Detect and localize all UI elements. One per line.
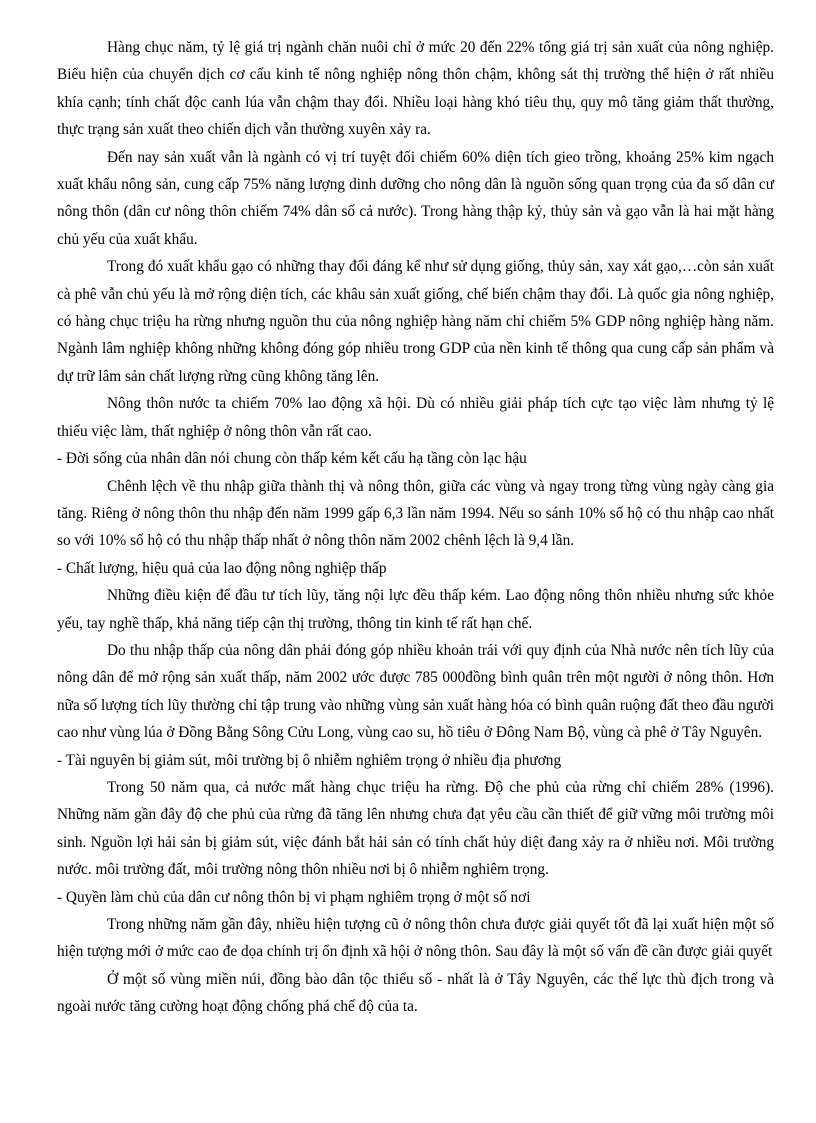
heading-labor-quality: - Chất lượng, hiệu quả của lao động nông nghiệp thấp [57,559,387,577]
document-page [57,34,774,1021]
heading-ownership-rights: - Quyền làm chủ của dân cư nông thôn bị vi phạm nghiêm trọng ở một số nơi [57,888,531,906]
paragraph-accumulation: Do thu nhập thấp của nông dân phải đóng góp nhiều khoản trái với quy định của Nhà nước nên tích lũy của nông dân để mở rộng sản xuất thấp, năm 2002 ước được 785 000đồng bình quân trên một người ở nông thôn. Hơn nữa số lượng tích lũy thường chỉ tập trung vào những vùng sản xuất hàng hóa có bình quân ruộng đất theo đầu người cao như vùng lúa ở Đồng Bằng Sông Cửu Long, vùng cao su, hồ tiêu ở Đông Nam Bộ, vùng cà phê ở Tây Nguyên. [57,641,774,742]
paragraph-livestock-share: Hàng chục năm, tỷ lệ giá trị ngành chăn nuôi chỉ ở mức 20 đến 22% tổng giá trị sản xuất của nông nghiệp. Biểu hiện của chuyển dịch cơ cấu kinh tế nông nghiệp nông thôn chậm, không sát thị trường thể hiện ở rất nhiều khía cạnh; tính chất độc canh lúa vẫn chậm thay đổi. Nhiều loại hàng khó tiêu thụ, quy mô tăng giảm thất thường, thực trạng sản xuất theo chiến dịch vẫn thường xuyên xảy ra. [57,39,774,139]
paragraph-income-gap: Chênh lệch về thu nhập giữa thành thị và nông thôn, giữa các vùng và ngay trong từng vùng ngày càng gia tăng. Riêng ở nông thôn thu nhập đến năm 1999 gấp 6,3 lần năm 1994. Nếu so sánh 10% số hộ có thu nhập cao nhất so với 10% số hộ có thu nhập thấp nhất ở nông thôn năm 2002 chênh lệch là 9,4 lần. [57,477,774,550]
paragraph-forest-cover: Trong 50 năm qua, cả nước mất hàng chục triệu ha rừng. Độ che phủ của rừng chỉ chiếm 28% (1996). Những năm gần đây độ che phủ của rừng đã tăng lên nhưng chưa đạt yêu cầu cần thiết để giữ vững môi trường môi sinh. Nguồn lợi hải sản bị giảm sút, việc đánh bắt hải sản có tính chất hủy diệt đang xảy ra ở nhiều nơi. Môi trường nước. môi trường đất, môi trường nông thôn nhiều nơi bị ô nhiễm nghiêm trọng. [57,778,774,879]
paragraph-investment-conditions: Những điều kiện để đầu tư tích lũy, tăng nội lực đều thấp kém. Lao động nông thôn nhiều nhưng sức khỏe yếu, tay nghề thấp, khả năng tiếp cận thị trường, thông tin kinh tế rất hạn chế. [57,587,774,632]
paragraph-rural-labor: Nông thôn nước ta chiếm 70% lao động xã hội. Dù có nhiều giải pháp tích cực tạo việc làm nhưng tỷ lệ thiếu việc làm, thất nghiệp ở nông thôn vẫn rất cao. [57,395,774,440]
paragraph-export-changes: Trong đó xuất khẩu gạo có những thay đổi đáng kể như sử dụng giống, thủy sản, xay xát gạo,…còn sản xuất cà phê vẫn chủ yếu là mở rộng diện tích, các khâu sản xuất giống, chế biến chậm thay đổi. Là quốc gia nông nghiệp, có hàng chục triệu ha rừng nhưng nguồn thu của nông nghiệp hàng năm chỉ chiếm 5% GDP nông nghiệp hàng năm. Ngành lâm nghiệp không những không đóng góp nhiều trong GDP của nền kinh tế thông qua cung cấp sản phẩm và dự trữ lâm sản chất lượng rừng cũng không tăng lên. [57,258,774,385]
paragraph-production-position: Đến nay sản xuất vẫn là ngành có vị trí tuyệt đối chiếm 60% diện tích gieo trồng, khoảng 25% kim ngạch xuất khẩu nông sản, cung cấp 75% năng lượng dinh dưỡng cho nông dân là nguồn sống quan trọng của đa số dân cư nông thôn (dân cư nông thôn chiếm 74% dân số cả nước). Trong hàng thập kỷ, thủy sản và gạo vẫn là hai mặt hàng chủ yếu của xuất khẩu. [57,148,774,248]
paragraph-new-phenomena: Trong những năm gần đây, nhiều hiện tượng cũ ở nông thôn chưa được giải quyết tốt đã lại xuất hiện một số hiện tượng mới ở mức cao đe dọa chính trị ổn định xã hội ở nông thôn. Sau đây là một số vấn đề cần được giải quyết [57,916,774,961]
heading-resources-environment: - Tài nguyên bị giảm sút, môi trường bị ô nhiễm nghiêm trọng ở nhiều địa phương [57,751,562,769]
heading-living-standards: - Đời sống của nhân dân nói chung còn thấp kém kết cấu hạ tầng còn lạc hậu [57,450,527,468]
paragraph-mountain-regions: Ở một số vùng miền núi, đồng bào dân tộc thiểu số - nhất là ở Tây Nguyên, các thế lực thù địch trong và ngoài nước tăng cường hoạt động chống phá chế độ của ta. [57,970,774,1016]
